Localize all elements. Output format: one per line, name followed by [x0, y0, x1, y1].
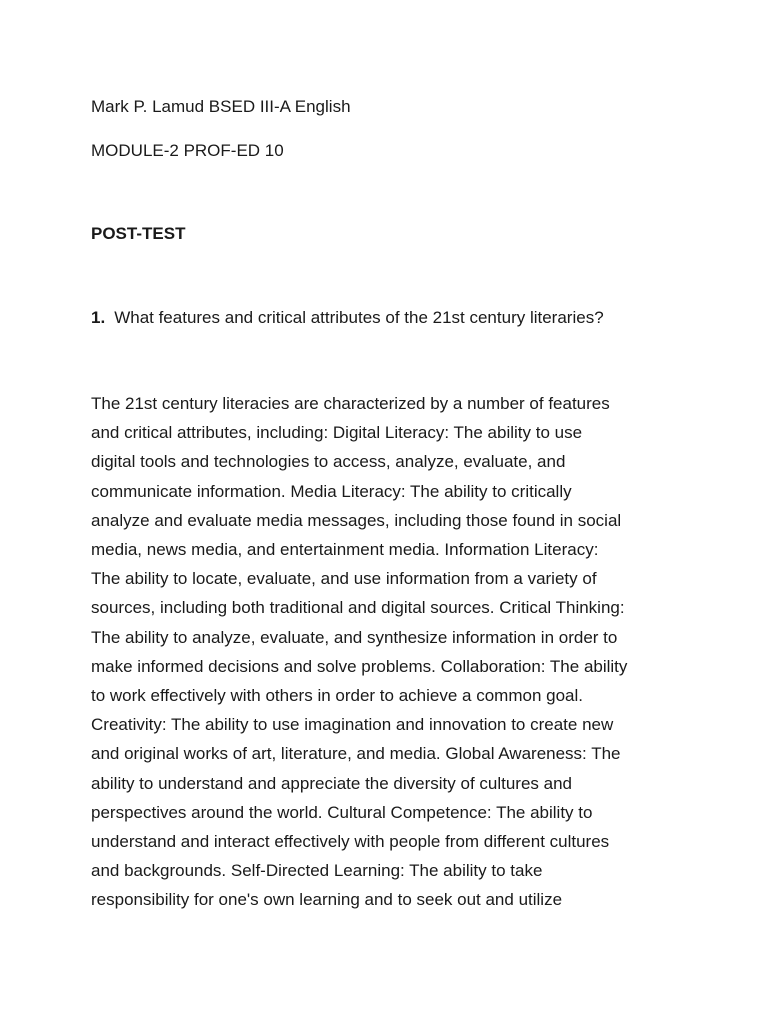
question-number: 1. — [91, 308, 106, 327]
answer-line: media, news media, and entertainment media. Information Literacy: — [91, 540, 599, 560]
answer-line: The ability to analyze, evaluate, and synthesize information in order to — [91, 627, 618, 647]
answer-line: The ability to locate, evaluate, and use information from a variety of — [91, 569, 597, 589]
answer-line: The 21st century literacies are characterized by a number of features — [91, 394, 610, 413]
answer-line: and critical attributes, including: Digital Literacy: The ability to use — [91, 423, 583, 443]
answer-line: and backgrounds. Self-Directed Learning: The ability to take — [91, 861, 543, 881]
answer-line: perspectives around the world. Cultural Competence: The ability to — [91, 802, 593, 822]
answer-line: digital tools and technologies to access, analyze, evaluate, and — [91, 452, 566, 472]
answer-line: to work effectively with others in order to achieve a common goal. — [91, 686, 583, 706]
answer-line: understand and interact effectively with people from different cultures — [91, 832, 610, 852]
question-text: What features and critical attributes of the 21st century literaries? — [114, 308, 604, 327]
question-1 — [91, 308, 604, 328]
answer-line: communicate information. Media Literacy: The ability to critically — [91, 481, 572, 501]
answer-line: Creativity: The ability to use imagination and innovation to create new — [91, 715, 614, 735]
answer-line: make informed decisions and solve problems. Collaboration: The ability — [91, 656, 628, 676]
answer-line: ability to understand and appreciate the diversity of cultures and — [91, 773, 573, 793]
answer-line: and original works of art, literature, and media. Global Awareness: The — [91, 744, 621, 764]
answer-line: sources, including both traditional and digital sources. Critical Thinking: — [91, 598, 625, 618]
answer-line: analyze and evaluate media messages, including those found in social — [91, 510, 622, 530]
section-heading: POST-TEST — [91, 224, 186, 243]
author-line: Mark P. Lamud BSED III-A English — [91, 97, 351, 116]
answer-paragraph — [91, 389, 691, 915]
answer-line: responsibility for one's own learning and to seek out and utilize — [91, 890, 563, 910]
module-line: MODULE-2 PROF-ED 10 — [91, 141, 284, 160]
